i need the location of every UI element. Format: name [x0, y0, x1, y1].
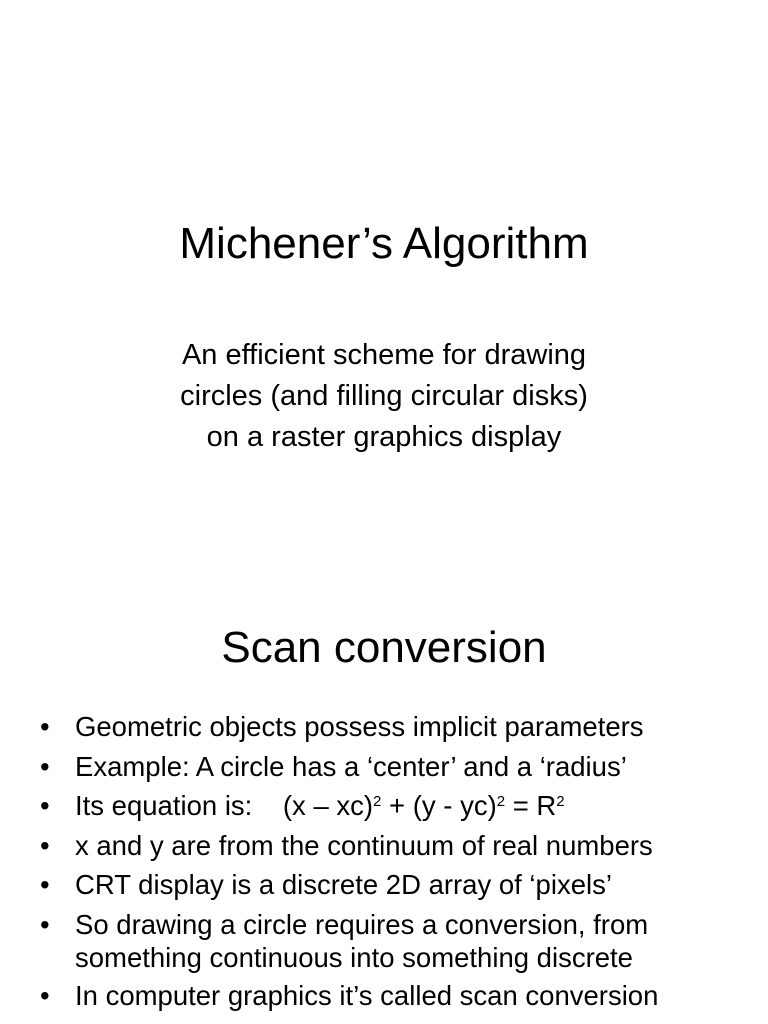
bullet-item-continuum [40, 829, 760, 863]
bullet-text-line-1: So drawing a circle requires a conversion, from [75, 908, 649, 940]
equation-label: Its equation is: [75, 790, 253, 821]
subtitle-line-1: An efficient scheme for drawing [181, 339, 587, 371]
bullet-text [75, 908, 760, 974]
bullet-dot: • [40, 790, 50, 821]
bullet-list [40, 710, 760, 1019]
bullet-item-geometric-objects [40, 710, 760, 744]
bullet-item-equation [40, 789, 760, 823]
bullet-text: x and y are from the continuum of real numbers [75, 829, 653, 861]
bullet-dot: • [40, 829, 50, 861]
bullet-item-scan-conversion [40, 979, 760, 1013]
exponent: 2 [556, 793, 565, 810]
bullet-dot: • [40, 711, 50, 742]
bullet-text: In computer graphics it’s called scan conversion [75, 980, 659, 1011]
bullet-text: CRT display is a discrete 2D array of ‘pixels’ [75, 869, 612, 900]
bullet-item-conversion [40, 908, 760, 974]
bullet-dot: • [40, 980, 50, 1011]
slide-title-micheners-algorithm: Michener’s Algorithm [179, 219, 589, 268]
subtitle-line-3: on a raster graphics display [206, 421, 562, 453]
equation-plus: + [381, 790, 413, 821]
slide-title-scan-conversion: Scan conversion [221, 623, 547, 672]
equation-equals-r: = R [505, 790, 557, 821]
bullet-item-crt-display [40, 868, 760, 902]
equation-term-x: (x – xc) [282, 790, 374, 821]
bullet-item-example-circle [40, 750, 760, 784]
circle-equation [75, 790, 565, 821]
bullet-dot: • [40, 869, 50, 900]
exponent: 2 [373, 793, 382, 810]
bullet-text: Geometric objects possess implicit parameters [75, 711, 644, 742]
bullet-text-line-2: something continuous into something discrete [75, 941, 633, 973]
bullet-text: Example: A circle has a ‘center’ and a ‘radius’ [75, 750, 627, 782]
bullet-dot: • [40, 750, 50, 782]
equation-term-y: (y - yc) [412, 790, 497, 821]
subtitle-line-2: circles (and filling circular disks) [180, 380, 588, 412]
slide-subtitle [0, 335, 768, 458]
bullet-dot: • [40, 908, 50, 940]
exponent: 2 [496, 793, 506, 810]
